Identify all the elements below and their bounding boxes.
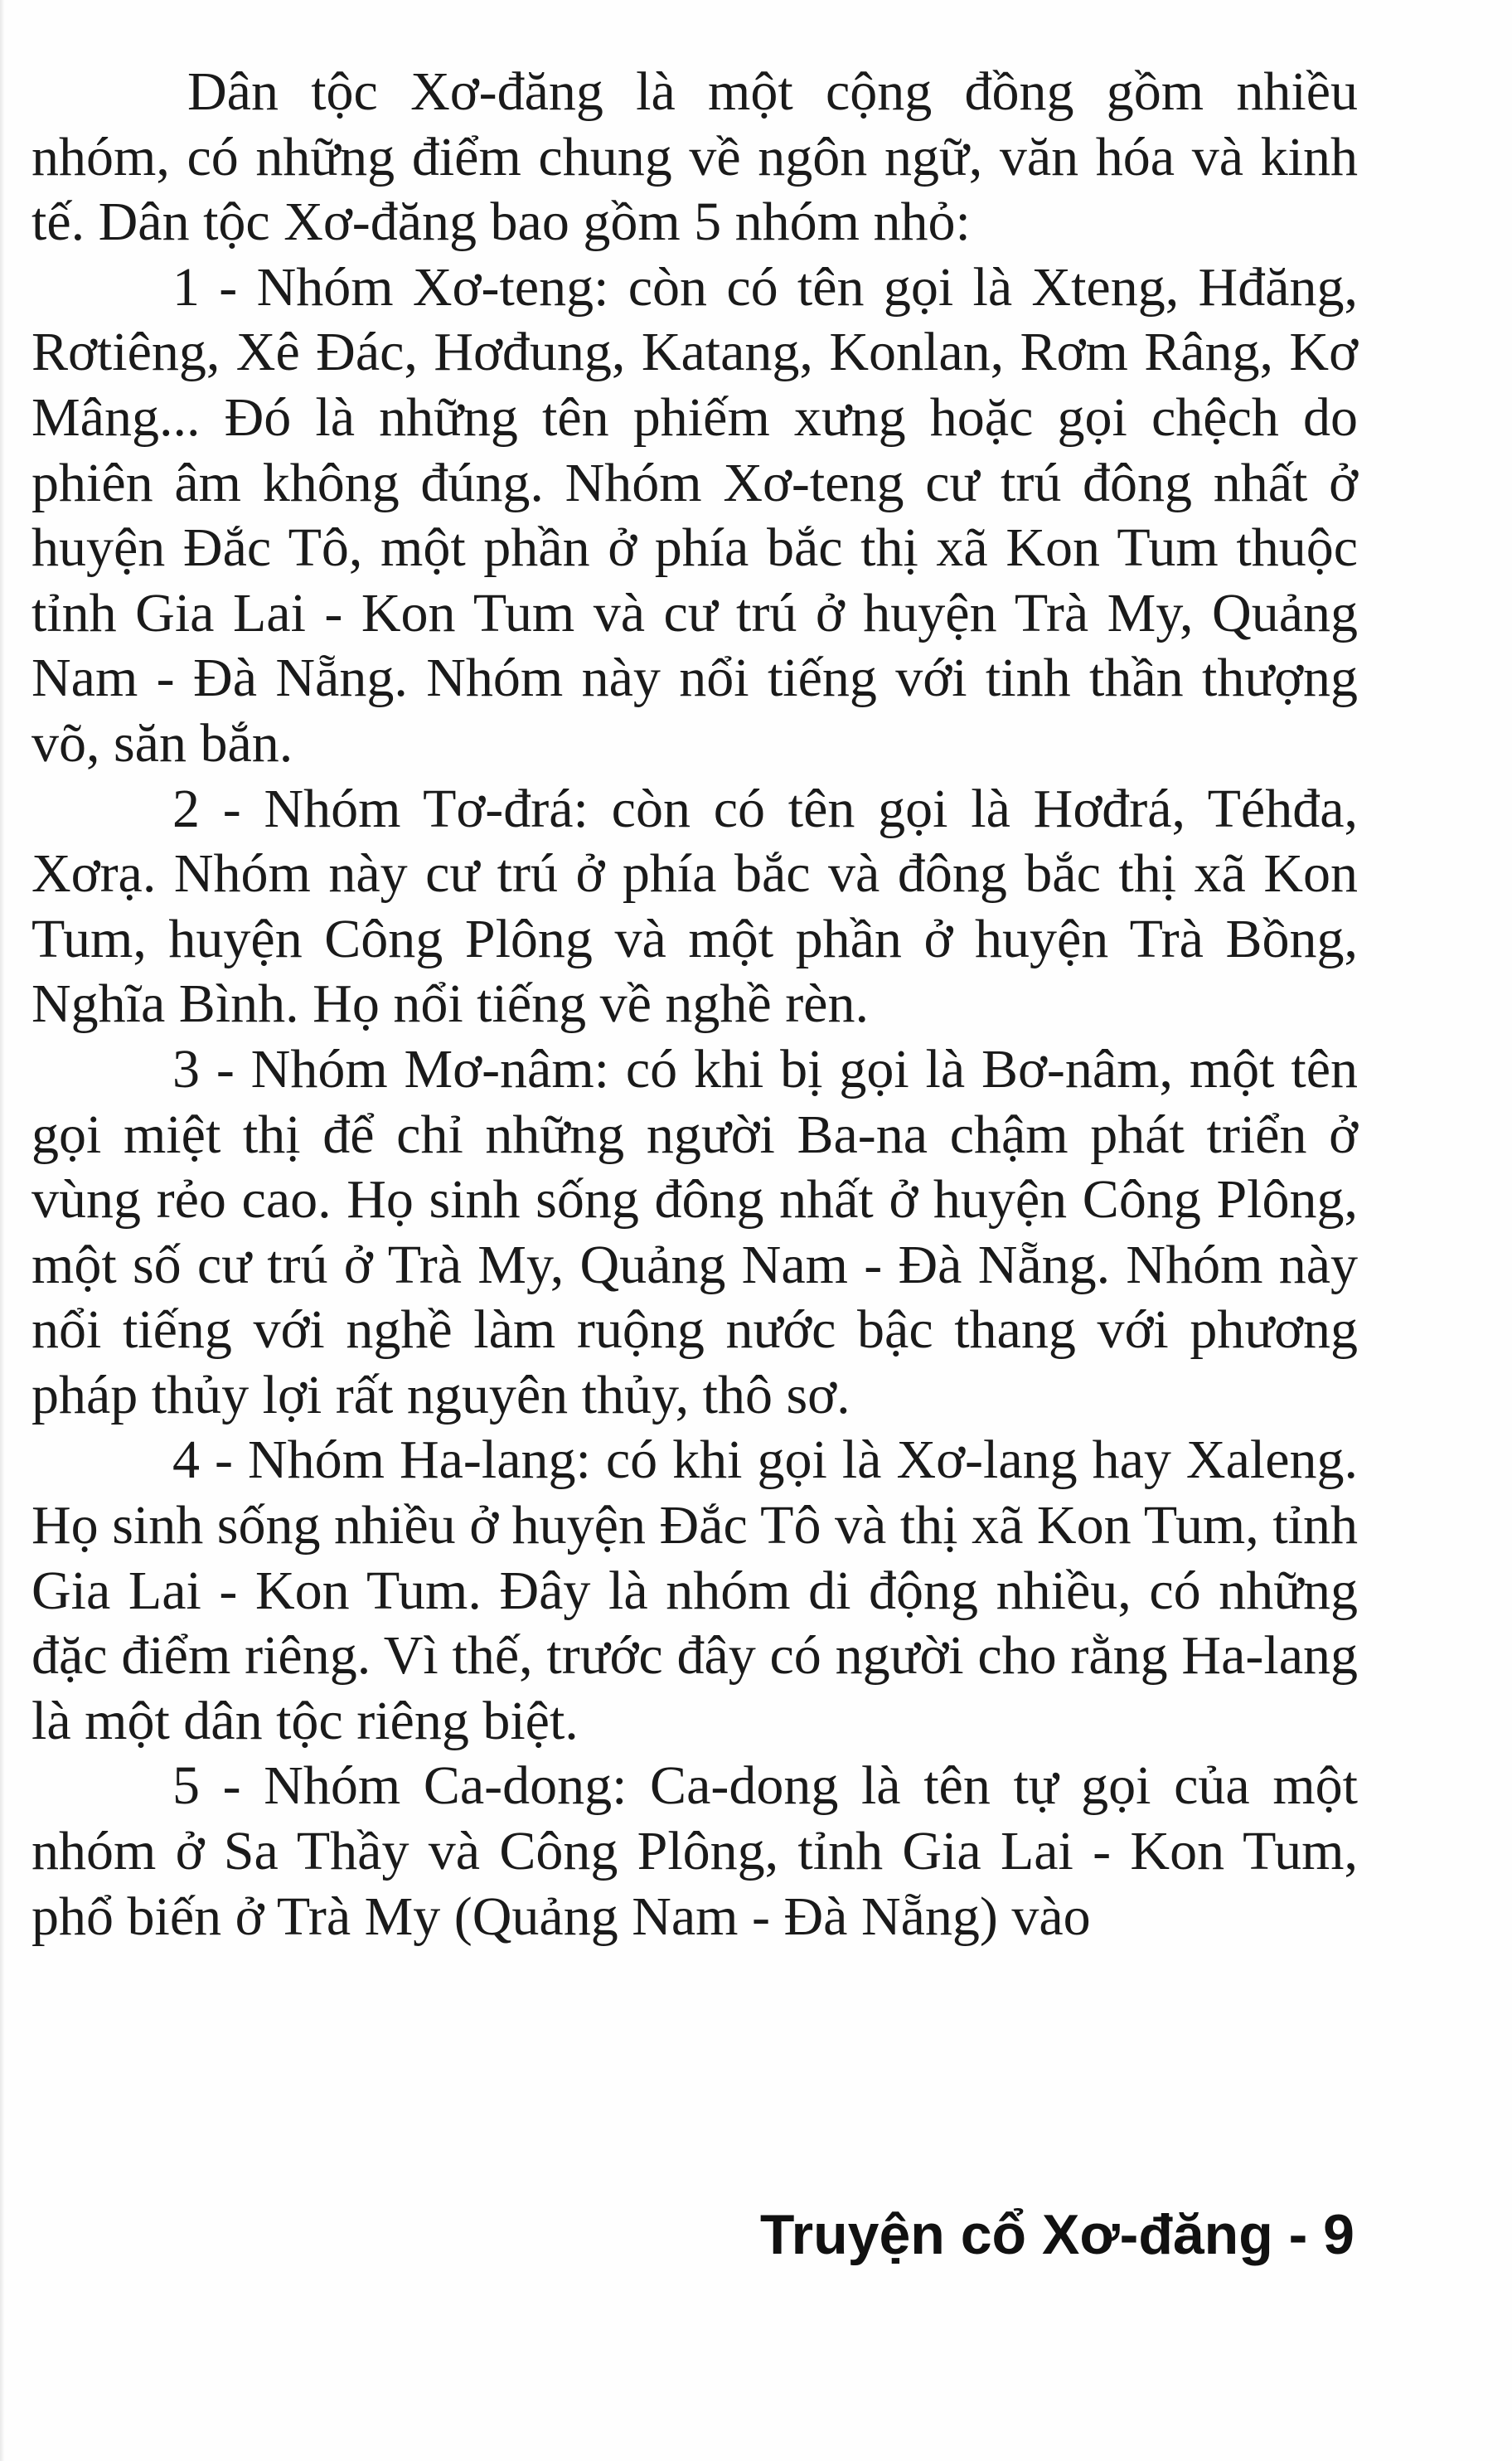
body-text <box>32 60 1358 1949</box>
paragraph-group-2: 2 - Nhóm Tơ-đrá: còn có tên gọi là Hơđrá, Téhđa, Xơrạ. Nhóm này cư trú ở phía bắc và đông bắc thị xã Kon Tum, huyện Công Plông và một phần ở huyện Trà Bồng, Nghĩa Bình. Họ nổi tiếng về nghề rèn. <box>32 778 1358 1035</box>
scan-edge-shadow <box>0 0 5 2461</box>
paragraph-group-5: 5 - Nhóm Ca-dong: Ca-dong là tên tự gọi của một nhóm ở Sa Thầy và Công Plông, tỉnh Gia Lai - Kon Tum, phổ biến ở Trà My (Quảng Nam - Đà Nẵng) vào <box>32 1755 1358 1947</box>
paragraph-group-4: 4 - Nhóm Ha-lang: có khi gọi là Xơ-lang hay Xaleng. Họ sinh sống nhiều ở huyện Đắc Tô và thị xã Kon Tum, tỉnh Gia Lai - Kon Tum. Đây là nhóm di động nhiều, có những đặc điểm riêng. Vì thế, trước đây có người cho rằng Ha-lang là một dân tộc riêng biệt. <box>32 1430 1358 1751</box>
paragraph-group-3: 3 - Nhóm Mơ-nâm: có khi bị gọi là Bơ-nâm, một tên gọi miệt thị để chỉ những người Ba-na chậm phát triển ở vùng rẻo cao. Họ sinh sống đông nhất ở huyện Công Plông, một số cư trú ở Trà My, Quảng Nam - Đà Nẵng. Nhóm này nổi tiếng với nghề làm ruộng nước bậc thang với phương pháp thủy lợi rất nguyên thủy, thô sơ. <box>32 1038 1358 1425</box>
paragraph-intro: Dân tộc Xơ-đăng là một cộng đồng gồm nhiều nhóm, có những điểm chung về ngôn ngữ, văn hóa và kinh tế. Dân tộc Xơ-đăng bao gồm 5 nhóm nhỏ: <box>32 61 1358 253</box>
running-footer: Truyện cổ Xơ-đăng - 9 <box>759 2203 1354 2266</box>
paragraph-group-1: 1 - Nhóm Xơ-teng: còn có tên gọi là Xteng, Hđăng, Rơtiêng, Xê Đác, Hơđung, Katang, Konlan, Rơm Râng, Kơ Mâng... Đó là những tên phiếm xưng hoặc gọi chệch do phiên âm không đúng. Nhóm Xơ-teng cư trú đông nhất ở huyện Đắc Tô, một phần ở phía bắc thị xã Kon Tum thuộc tỉnh Gia Lai - Kon Tum và cư trú ở huyện Trà My, Quảng Nam - Đà Nẵng. Nhóm này nổi tiếng với tinh thần thượng võ, săn bắn. <box>32 256 1358 774</box>
